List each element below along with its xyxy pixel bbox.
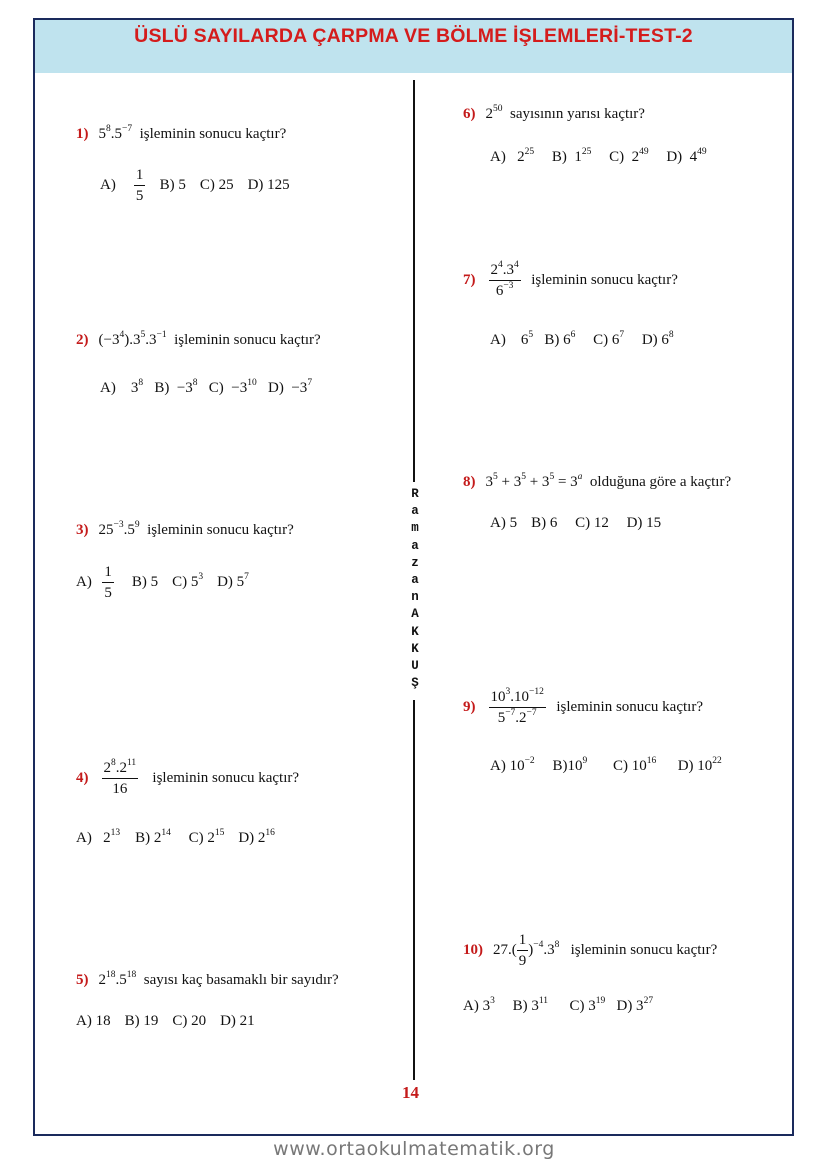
question-9-options: A) $10^{-2}$ $B)10^9$ C) $10^{16}$ D) $10^{22}$	[490, 756, 722, 774]
question-8-options: A) 5 B) 6 C) 12 D) 15	[490, 515, 662, 531]
question-1: 1) $5^8.5^{-7}$ işleminin sonucu kaçtır?	[76, 124, 287, 142]
question-6-options: A) $2^{25}$ B) $1^{25}$ C) $2^{49}$ D) $4^{49}$	[490, 147, 707, 165]
question-2: 2) $(-3^4).3^5.3^{-1}$ işleminin sonucu kaçtır?	[76, 330, 321, 348]
question-10-options: A) $3^3$ B) $3^{11}$ C) $3^{19}$ D) $3^{27}$	[463, 996, 654, 1014]
question-2-options: A) $3^8$ $B) -3^8$ $C) -3^{10}$ $D) -3^7$	[100, 378, 313, 396]
question-7-options: A) $6^5$ B) $6^6$ C) $6^7$ D) $6^8$	[490, 330, 674, 348]
column-divider-top	[413, 80, 415, 482]
author-vertical-text: R a m a z a n A K K U Ş	[411, 487, 419, 691]
question-5-options: A) 18 B) 19 C) 20 D) 21	[76, 1013, 255, 1029]
question-10: 10) 27.( $\frac{1}{9}$ )$^{-4}.3^8$ işleminin sonucu kaçtır?	[463, 932, 718, 969]
question-1-options: A) $\frac{1}{5}$ B) 5 C) 25 D) 125	[100, 167, 290, 204]
question-4: 4) $\frac{2^8.2^{11}}{16}$ işleminin sonucu kaçtır?	[76, 758, 300, 797]
column-divider-bottom	[413, 700, 415, 1080]
question-9: 9) $\frac{10^3.10^{-12}}{5^{-7}.2^{-7}}$ işleminin sonucu kaçtır?	[463, 687, 703, 726]
website-footer[interactable]: www.ortaokulmatematik.org	[273, 1138, 555, 1160]
question-3: 3) $25^{-3}.5^9$ işleminin sonucu kaçtır?	[76, 520, 294, 538]
question-5: 5) $2^{18}.5^{18}$ sayısı kaç basamaklı bir sayıdır?	[76, 970, 339, 988]
question-3-options: A) $\frac{1}{5}$ B) 5 C) $5^3$ D) $5^7$	[76, 564, 249, 601]
question-4-options: A) $2^{13}$ B) $2^{14}$ C) $2^{15}$ D) $2^{16}$	[76, 828, 275, 846]
question-6: 6) $2^{50}$ sayısının yarısı kaçtır?	[463, 104, 645, 122]
page-title: ÜSLÜ SAYILARDA ÇARPMA VE BÖLME İŞLEMLERİ-TEST-2	[134, 25, 693, 47]
page-number: 14	[402, 1083, 419, 1102]
question-7: 7) $\frac{2^4.3^4}{6^{-3}}$ işleminin sonucu kaçtır?	[463, 260, 678, 299]
question-8: 8) $3^5 + 3^5 + 3^5 = 3^a$ olduğuna göre a kaçtır?	[463, 472, 732, 490]
